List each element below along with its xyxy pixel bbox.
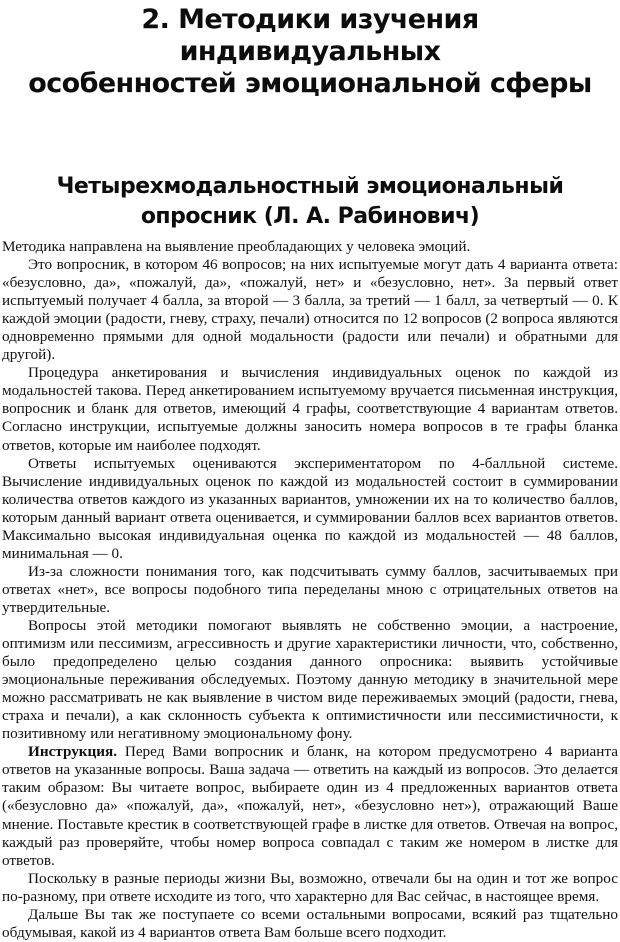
paragraph-instruction: [2, 743, 618, 869]
section-title: [20, 172, 600, 232]
paragraph-further: Дальше Вы так же поступаете со всеми остальными вопросами, всякий раз тщательно обдумывая, какой из 4 вариантов ответа Вам больше всего подходит.: [2, 905, 618, 941]
body-text: [2, 238, 618, 942]
paragraph-intro: Методика направлена на выявление преобладающих у человека эмоций.: [2, 238, 471, 255]
section-title-line-2: опросник (Л. А. Рабинович): [140, 204, 480, 229]
chapter-title: [10, 4, 610, 100]
paragraph-interpretation: Вопросы этой методики помогают выявлять не собственно эмоции, а настроение, оптимизм или пессимизм, агрессивность и другие характеристики личности, что, собственно, было предопределено целью создания данного опросника: выявить устойчивые эмоциональные переживания обследуемых. Поэтому данную методику в значительной мере можно рассматривать не как выявление в чистом виде переживаемых эмоций (радости, гнева, страха и печали), а как склонность субъекта к оптимистичности или пессимистичности, к позитивному или негативному эмоциональному фону.: [2, 616, 618, 743]
paragraph-procedure: Процедура анкетирования и вычисления индивидуальных оценок по каждой из модальностей такова. Перед анкетированием испытуемому вручается письменная инструкция, вопросник и бланк для ответов, имеющий 4 графы, соответствующие 4 вариантам ответов. Согласно инструкции, испытуемые должны заносить номера вопросов в те графы бланка ответов, которые им наиболее подходят.: [2, 364, 618, 454]
paragraph-periods: Поскольку в разные периоды жизни Вы, возможно, отвечали бы на один и тот же вопрос по-разному, при ответе исходите из того, что характерно для Вас сейчас, в настоящее время.: [2, 869, 618, 905]
paragraph-scoring: Ответы испытуемых оцениваются экспериментатором по 4-балльной системе. Вычисление индивидуальных оценок по каждой из модальностей состоит в суммировании количества ответов каждого из указанных вариантов, умножении их на то количество баллов, которым данный вариант ответа оценивается, и суммировании баллов всех вариантов ответов. Максимально высокая индивидуальная оценка по каждой из модальностей — 48 баллов, минимальная — 0.: [2, 454, 618, 562]
paragraph-questionnaire: Это вопросник, в котором 46 вопросов; на них испытуемые могут дать 4 варианта ответа: «безусловно, да», «пожалуй, да», «пожалуй, нет» и «безусловно, нет». За первый ответ испытуемый получает 4 балла, за второй — 3 балла, за третий — 1 балл, за четвертый — 0. К каждой эмоции (радости, гневу, страху, печали) относится по 12 вопросов (2 вопроса являются одновременно прямыми для одной модальности (радости или печали) и обратными для другой).: [2, 256, 618, 364]
paragraph-negatives: Из-за сложности понимания того, как подсчитывать сумму баллов, засчитываемых при ответах «нет», все вопросы подобного типа переделаны мною с отрицательных ответов на утвердительные.: [2, 562, 618, 616]
chapter-title-line-1: 2. Методики изучения индивидуальных: [141, 4, 479, 67]
chapter-title-line-2: особенностей эмоциональной сферы: [28, 68, 592, 99]
instruction-lead: Инструкция.: [28, 743, 118, 761]
section-title-line-1: Четырехмодальностный эмоциональный: [56, 174, 564, 199]
instruction-text: Перед Вами вопросник и бланк, на котором предусмотрено 4 варианта ответов на указанные вопросы. Ваша задача — ответить на каждый из вопросов. Это делается таким образом: Вы читаете вопрос, выбираете один из 4 предложенных вариантов ответа («безусловно да» «пожалуй, да», «пожалуй, нет», «безусловно нет»), отражающий Ваше мнение. Поставьте крестик в соответствующей графе в листке для ответов. Отвечая на вопрос, каждый раз проверяйте, чтобы номер вопроса совпадал с таким же номером в листке для ответов.: [2, 743, 618, 869]
